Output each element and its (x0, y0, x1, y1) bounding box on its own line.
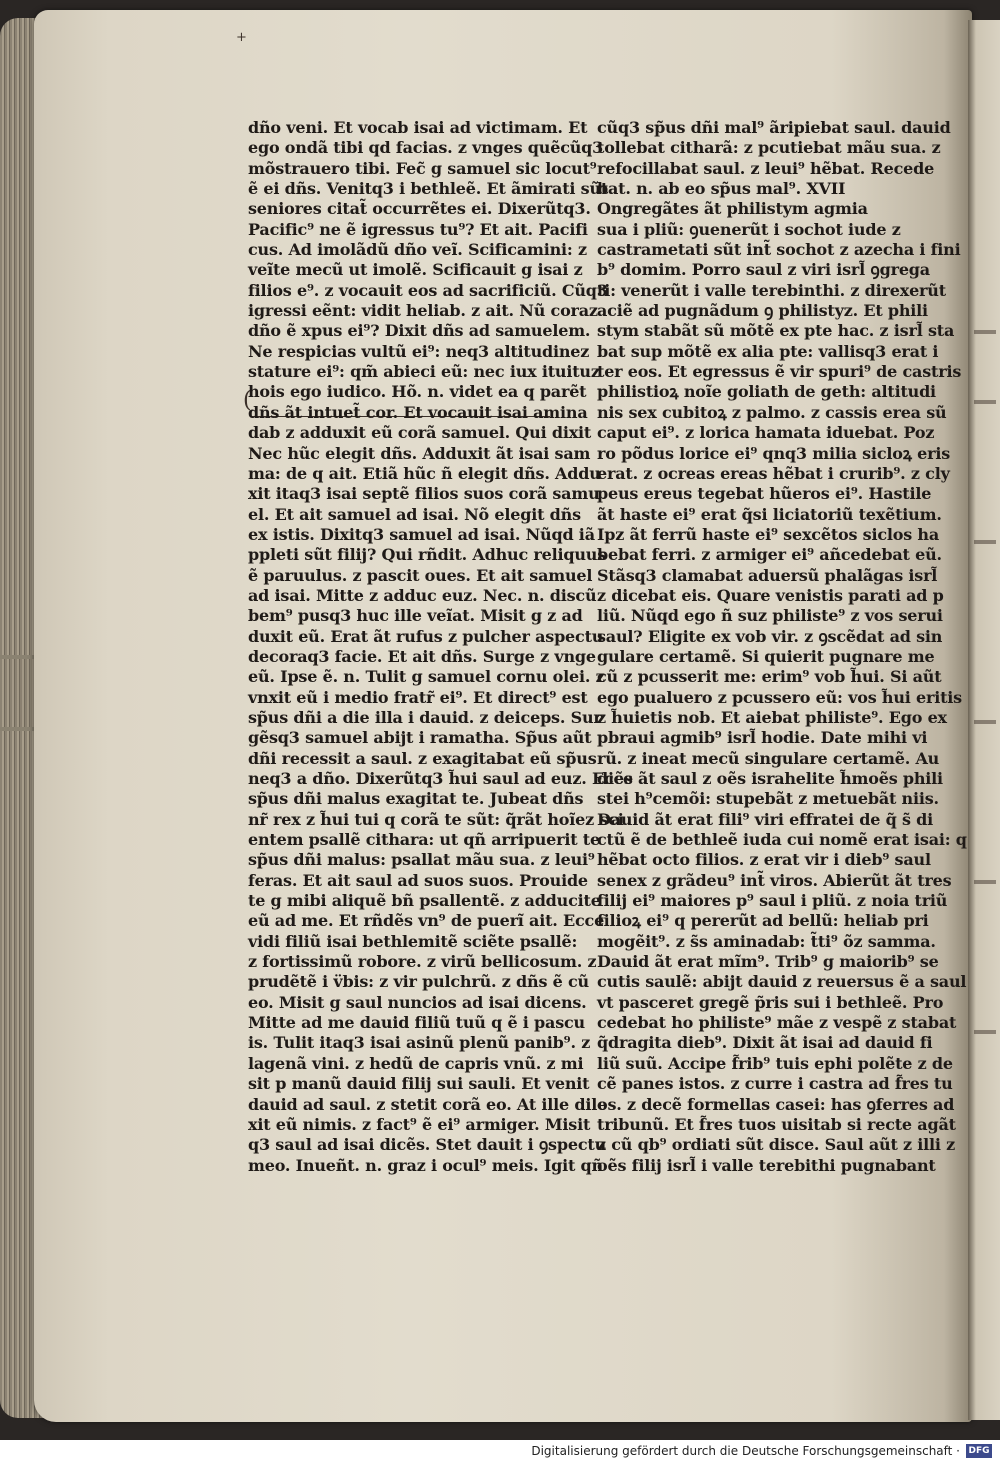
left-column-line: sit p manũ dauid filij sui sauli. Et venit (248, 1074, 590, 1094)
left-column-line: hois ego iudico. Hõ. n. videt ea q parẽt (248, 382, 587, 402)
right-column-line: cutis saulẽ: abijt dauid z reuersus ẽ a saul (597, 972, 967, 992)
left-column-line: eũ. Ipse ẽ. n. Tulit g samuel cornu olei. z (248, 667, 605, 687)
left-column-line: neq3 a dño. Dixerũtq3 h̃ui saul ad euz. Ecce (248, 769, 634, 788)
right-column-line: filioꝝ ei⁹ q pererũt ad bellũ: heliab pri (597, 911, 929, 931)
left-column-line: dauid ad saul. z stetit corã eo. At ille dile (248, 1094, 608, 1114)
left-column-line: q3 saul ad isai dicẽs. Stet dauit i ꝯspectu (248, 1135, 607, 1155)
right-column-line: tribunũ. Et f̃res tuos uisitab si recte agãt (597, 1114, 956, 1134)
right-column-line: ego pualuero z pcussero eũ: vos h̃ui eritis (597, 687, 962, 707)
left-column-line: feras. Et ait saul ad suos suos. Prouide (248, 870, 588, 890)
left-column-line: seniores citat̃ occurrẽtes ei. Dixerũtq3. (248, 199, 591, 219)
right-text-column (597, 118, 967, 1176)
right-column-line: senex z grãdeu⁹ int̃ viros. Abierũt ãt tres (597, 870, 952, 890)
left-column-line: nr̃ rex z h̃ui tui q corã te sũt: q̃rãt hoĩez sci (248, 809, 624, 829)
right-column-line: q̃dragita dieb⁹. Dixit ãt isai ad dauid fi (597, 1033, 933, 1053)
right-column-line: filij ei⁹ maiores p⁹ saul i pliũ. z noia triũ (597, 891, 948, 911)
left-column-line: sp̃us dñi malus: psallat mãu sua. z leui⁹ (248, 850, 595, 870)
left-column-line: dñs ãt intuet̃ cor. Et vocauit isai amina (248, 402, 588, 422)
left-column-line: dño ẽ xpus ei⁹? Dixit dñs ad samuelem. (248, 321, 591, 341)
left-column-line: z fortissimũ robore. z virũ bellicosum. z (248, 952, 597, 972)
right-column-line: tollebat citharã: z pcutiebat mãu sua. z (597, 138, 941, 158)
right-column-line: z h̃uietis nob. Et aiebat philiste⁹. Ego ex (597, 707, 947, 727)
right-column-line: bat. n. ab eo sp̃us mal⁹. XVII (597, 179, 846, 199)
right-column-line: Dauid ãt erat mĩm⁹. Trib⁹ g maiorib⁹ se (597, 952, 939, 972)
left-column-line: te g mibi aliquẽ bñ psallentẽ. z adducite (248, 891, 601, 911)
right-column-line: sua i pliũ: ꝯuenerũt i sochot iude z (597, 219, 901, 239)
left-column-line: igressi eẽnt: vidit heliab. z ait. Nũ coraz (248, 301, 598, 321)
left-column-line: bem⁹ pusq3 huc ille veĩat. Misit g z ad (248, 606, 583, 626)
left-column-line: vidi filiũ isai bethlemitẽ sciẽte psallẽ: (248, 931, 578, 951)
left-column-line: xit eũ nimis. z fact⁹ ẽ ei⁹ armiger. Misit (248, 1114, 591, 1134)
right-column-line: philistioꝝ noĩe goliath de geth: altitudi (597, 382, 936, 402)
right-column-line: ti: venerũt i valle terebinthi. z direxerũt (597, 280, 946, 300)
right-column-line: ter eos. Et egressus ẽ vir spuri⁹ de castris (597, 362, 962, 382)
right-column-line: vt pasceret gregẽ p̃ris sui i bethleẽ. Pro (597, 992, 944, 1012)
left-column-line: xit itaq3 isai septẽ filios suos corã samu (248, 484, 600, 504)
right-column-line: oẽs filij isrl̃ i valle terebithi pugnabant (597, 1155, 936, 1175)
left-column-line: ppleti sũt filij? Qui rñdit. Adhuc reliquus (248, 545, 607, 565)
right-column-line: cũq3 sp̃us dñi mal⁹ ãripiebat saul. dauid (597, 118, 951, 137)
right-column-line: cẽ panes istos. z curre i castra ad f̃res tu (597, 1074, 953, 1094)
right-column-line: bebat ferri. z armiger ei⁹ añcedebat eũ. (597, 545, 942, 565)
left-column-line: stature ei⁹: qm̃ abieci eũ: nec iux ituituz (248, 362, 600, 382)
right-column-line: stym stabãt sũ mõtẽ ex pte hac. z isrl̃ sta (597, 321, 955, 341)
left-column-line: ẽ paruulus. z pascit oues. Et ait samuel (248, 565, 593, 585)
left-column-line: vnxit eũ i medio fratr̃ ei⁹. Et direct⁹ est (248, 687, 588, 707)
footer-bar (0, 1440, 1000, 1463)
right-column-line: rũ. z ineat mecũ singulare certamẽ. Au (597, 748, 940, 768)
right-column-line: ctũ ẽ de bethleẽ iuda cui nomẽ erat isai: q (597, 830, 967, 850)
dfg-logo: DFG (966, 1444, 992, 1458)
right-column-line: pbraui agmib⁹ isrl̃ hodie. Date mihi vi (597, 728, 928, 748)
left-column-line: Nec hũc elegit dñs. Adduxit ãt isai sam (248, 443, 591, 463)
right-column-line: refocillabat saul. z leui⁹ hẽbat. Recede (597, 158, 935, 178)
right-column-line: Ipz ãt ferrũ haste ei⁹ sexcẽtos siclos ha (597, 524, 940, 544)
left-column-line: ad isai. Mitte z adduc euz. Nec. n. discũ (248, 585, 597, 605)
left-column-line: gẽsq3 samuel abijt i ramatha. Sp̃us aũt (248, 728, 592, 748)
left-column-line: sp̃us dñi malus exagitat te. Jubeat dñs (248, 789, 584, 809)
left-column-line: dñi recessit a saul. z exagitabat eũ sp̃us (248, 748, 597, 768)
left-column-line: Ne respicias vultũ ei⁹: neq3 altitudinez (248, 341, 590, 361)
left-column-line: is. Tulit itaq3 isai asinũ plenũ panib⁹. z (248, 1033, 591, 1053)
right-column-line: bat sup mõtẽ ex alia pte: vallisq3 erat i (597, 341, 939, 361)
left-column-line: cus. Ad imolãdũ dño veĩ. Scificamini: z (248, 240, 587, 260)
right-column-line: mogẽit⁹. z s̃s aminadab: t̃ti⁹ õz samma. (597, 931, 936, 951)
right-column-line: stei h⁹cemõi: stupebãt z metuebãt niis. (597, 789, 939, 809)
left-column-line: decoraq3 facie. Et ait dñs. Surge z vnge (248, 646, 596, 666)
right-column-line: z cũ qb⁹ ordiati sũt disce. Saul aũt z illi z (597, 1135, 956, 1155)
left-text-column (248, 118, 634, 1176)
left-column-line: eo. Misit g saul nuncios ad isai dicens. (248, 992, 587, 1012)
left-column-line: ex istis. Dixitq3 samuel ad isai. Nũqd iã (248, 524, 595, 544)
right-column-line: b⁹ domim. Porro saul z viri isrl̃ ꝯgrega (597, 260, 930, 280)
right-column-line: ãt haste ei⁹ erat q̃si liciatoriũ texẽtium. (597, 504, 942, 524)
right-column-line: erat. z ocreas ereas hẽbat i crurib⁹. z cly (597, 463, 950, 483)
right-column-line: gulare certamẽ. Si quierit pugnare me (597, 646, 935, 666)
right-column-line: Ongregãtes ãt philistym agmia (597, 199, 868, 219)
left-column-line: meo. Inueñt. n. graz i ocul⁹ meis. Igit qñ (248, 1155, 603, 1175)
right-column-line: aciẽ ad pugnãdum ꝯ philistyz. Et phili (597, 301, 928, 321)
right-column-line: Stãsq3 clamabat aduersũ phalãgas isrl̃ (597, 565, 938, 585)
left-column-line: eũ ad me. Et rñdẽs vn⁹ de puerĩ ait. Ecce (248, 911, 605, 931)
right-column-line: castrametati sũt int̃ sochot z azecha i fini (597, 240, 961, 260)
funding-notice: Digitalisierung gefördert durch die Deutsche Forschungsgemeinschaft · (531, 1444, 960, 1458)
left-column-line: prudẽtẽ i v̈bis: z vir pulchrũ. z dñs ẽ cũ (248, 972, 589, 992)
right-column-line: liũ suũ. Accipe f̃rib⁹ tuis ephi polẽte z de (597, 1053, 953, 1073)
right-column-line: cedebat ho philiste⁹ mãe z vespẽ z stabat (597, 1013, 957, 1033)
left-column-line: lagenã vini. z hedũ de capris vnũ. z mi (248, 1053, 584, 1073)
right-column-line: nis sex cubitoꝝ z palmo. z cassis erea sũ (597, 402, 947, 422)
left-column-line: ẽ ei dñs. Venitq3 i bethleẽ. Et ãmirati sũt (248, 179, 609, 199)
left-column-line: sp̃us dñi a die illa i dauid. z deiceps. Sur (248, 707, 602, 727)
left-column-line: duxit eũ. Erat ãt rufus z pulcher aspectu (248, 626, 604, 646)
left-column-line: Pacific⁹ ne ẽ igressus tu⁹? Et ait. Pacifi (248, 219, 588, 239)
right-column-line: diẽs ãt saul z oẽs israhelite h̃moẽs phili (597, 769, 943, 788)
right-column-line: liũ. Nũqd ego ñ suz philiste⁹ z vos serui (597, 606, 943, 626)
right-column-line: ro põdus lorice ei⁹ qnq3 milia sicloꝝ eris (597, 443, 951, 463)
facing-page-edge (968, 20, 1000, 1420)
right-column-line: caput ei⁹. z lorica hamata iduebat. Poz (597, 423, 935, 443)
left-column-line: el. Et ait samuel ad isai. Nõ elegit dñs (248, 504, 581, 524)
margin-bracket: ( (243, 388, 252, 413)
right-column-line: os. z decẽ formellas casei: has ꝯferres ad (597, 1094, 955, 1114)
left-column-line: entem psallẽ cithara: ut qñ arripuerit te (248, 830, 600, 850)
left-column-line: mõstrauero tibi. Fec̃ g samuel sic locut⁹ (248, 158, 597, 178)
right-column-line: peus ereus tegebat hũeros ei⁹. Hastile (597, 484, 932, 504)
right-column-line: cũ z pcusserit me: erim⁹ vob h̃ui. Si aũt (597, 667, 942, 687)
right-column-line: z dicebat eis. Quare venistis parati ad p (597, 585, 944, 605)
right-column-line: hẽbat octo filios. z erat vir i dieb⁹ saul (597, 850, 931, 870)
manuscript-mark: + (236, 30, 247, 45)
left-column-line: Mitte ad me dauid filiũ tuũ q ẽ i pascu (248, 1013, 585, 1033)
right-column-line: Dauid ãt erat fili⁹ viri effratei de q̃ s̃ di (597, 809, 934, 829)
left-column-line: filios e⁹. z vocauit eos ad sacrificiũ. Cũq3 (248, 280, 608, 300)
left-column-line: dab z adduxit eũ corã samuel. Qui dixit (248, 423, 592, 443)
left-column-line: ego ondã tibi qd facias. z vnges quẽcũq3 (248, 138, 604, 158)
left-column-line: dño veni. Et vocab isai ad victimam. Et (248, 118, 588, 137)
left-column-line: veĩte mecũ ut imolẽ. Scificauit g isai z (248, 260, 583, 280)
right-column-line: saul? Eligite ex vob vir. z ꝯscẽdat ad sin (597, 626, 943, 646)
left-column-line: ma: de q ait. Etiã hũc ñ elegit dñs. Addu (248, 463, 601, 483)
